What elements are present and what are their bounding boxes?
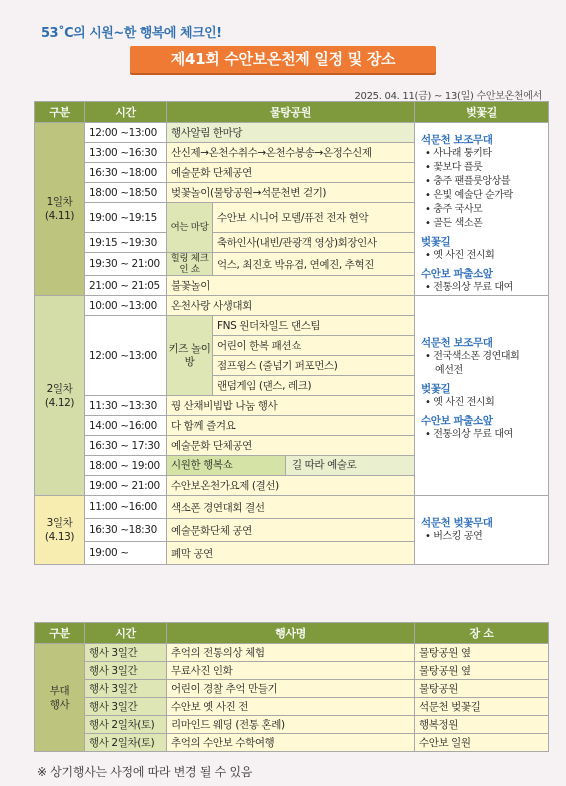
table-row-event: 어린이 한복 패션쇼 (213, 336, 415, 356)
table-row-time: 18:00 ~ 19:00 (85, 456, 167, 476)
table-row-time: 13:00 ~16:30 (85, 143, 167, 163)
table-row-time: 11:00 ~16:00 (85, 496, 167, 519)
table-row-event: 예술문화 단체공연 (167, 436, 415, 456)
aux-row-name: 어린이 경찰 추억 만들기 (167, 680, 415, 698)
page-title: 제41회 수안보온천제 일정 및 장소 (170, 50, 396, 68)
table-row-event: 점프윙스 (줄넘기 퍼포먼스) (213, 356, 415, 376)
aux-row-place: 행복정원 (415, 716, 549, 734)
day1-label: 1일차 (4.11) (35, 123, 85, 296)
aux-header-row (35, 623, 549, 644)
aux-row-name: 수안보 옛 사진 전 (167, 698, 415, 716)
aux-row-name: 리마인드 웨딩 (전통 혼례) (167, 716, 415, 734)
table-row-event: FNS 원더차일드 댄스팀 (213, 316, 415, 336)
event-street-art: 길 따라 예술로 (285, 456, 414, 475)
table-row-time: 19:30 ~ 21:00 (85, 253, 167, 276)
aux-row-name: 추억의 전통의상 체험 (167, 644, 415, 662)
table-row-event: 벚꽃놀이(물탕공원→석문천변 걷기) (167, 183, 415, 203)
table-row-event (167, 456, 415, 476)
aux-row-time: 행사 2일차(토) (85, 716, 167, 734)
table-row-event: 온천사랑 사생대회 (167, 296, 415, 316)
aux-header-time: 시간 (85, 623, 167, 644)
schedule-table (34, 101, 549, 565)
day3-side: 석문천 벚꽃무대 • 버스킹 공연 (415, 496, 549, 565)
aux-row-time: 행사 2일차(토) (85, 734, 167, 752)
date-line: 2025. 04. 11(금) ~ 13(일) 수안보온천에서 (354, 91, 542, 102)
sub-label-kids: 키즈 놀이방 (167, 316, 213, 396)
aux-row-time: 행사 3일간 (85, 662, 167, 680)
sub-label-opening: 여는 마당 (167, 203, 213, 253)
table-row-event: 수안보온천가요제 (결선) (167, 476, 415, 496)
aux-group-label: 부대 행사 (35, 644, 85, 752)
aux-row-place: 물탕공원 (415, 680, 549, 698)
table-row-event: 축하인사(내빈/관광객 영상)회장인사 (213, 233, 415, 253)
table-row-event: 폐막 공연 (167, 542, 415, 565)
table-row (35, 662, 549, 680)
table-row-event: 억스, 최진호 박유겸, 연예진, 추혁진 (213, 253, 415, 276)
aux-row-time: 행사 3일간 (85, 698, 167, 716)
table-row-event: 색소폰 경연대회 결선 (167, 496, 415, 519)
table-row-time: 16:30 ~18:00 (85, 163, 167, 183)
table-row-event: 산신제→온천수취수→온천수봉송→온정수신제 (167, 143, 415, 163)
aux-row-time: 행사 3일간 (85, 644, 167, 662)
aux-row-time: 행사 3일간 (85, 680, 167, 698)
table-row-event: 불꽃놀이 (167, 276, 415, 296)
aux-header-name: 행사명 (167, 623, 415, 644)
table-row-event: 행사알림 한마당 (167, 123, 415, 143)
schedule-header-row (35, 102, 549, 123)
table-row-event: 예술문화 단체공연 (167, 163, 415, 183)
aux-row-name: 추억의 수안보 수학여행 (167, 734, 415, 752)
table-row (35, 698, 549, 716)
header-park: 물탕공원 (167, 102, 415, 123)
table-row-time: 11:30 ~13:30 (85, 396, 167, 416)
table-row-time: 12:00 ~13:00 (85, 123, 167, 143)
event-happiness-show: 시원한 행복쇼 (171, 459, 233, 471)
table-row-event: 꿩 산채비빔밥 나눔 행사 (167, 396, 415, 416)
day3-label: 3일차 (4.13) (35, 496, 85, 565)
header-time: 시간 (85, 102, 167, 123)
table-row-time: 21:00 ~ 21:05 (85, 276, 167, 296)
footnote: ※ 상기행사는 사정에 따라 변경 될 수 있음 (37, 765, 253, 779)
table-row-event: 다 함께 즐겨요 (167, 416, 415, 436)
table-row-time: 16:30 ~ 17:30 (85, 436, 167, 456)
aux-row-place: 물탕공원 옆 (415, 662, 549, 680)
table-row (35, 680, 549, 698)
title-banner (130, 46, 436, 76)
table-row-time: 19:00 ~19:15 (85, 203, 167, 233)
day2-label: 2일차 (4.12) (35, 296, 85, 496)
tagline: 53˚C의 시원~한 행복에 체크인! (41, 26, 222, 41)
auxiliary-events-table (34, 622, 549, 752)
table-row-time: 18:00 ~18:50 (85, 183, 167, 203)
table-row-event: 랜덤게임 (댄스, 레크) (213, 376, 415, 396)
table-row-time: 19:15 ~19:30 (85, 233, 167, 253)
aux-row-place: 수안보 일원 (415, 734, 549, 752)
aux-row-name: 무료사진 인화 (167, 662, 415, 680)
table-row (35, 734, 549, 752)
table-row-event: 예술문화단체 공연 (167, 519, 415, 542)
aux-header-gubun: 구분 (35, 623, 85, 644)
table-row-time: 19:00 ~ 21:00 (85, 476, 167, 496)
table-row-time: 12:00 ~13:00 (85, 316, 167, 396)
sub-label-healing: 힐링 체크인 쇼 (167, 253, 213, 276)
table-row (35, 644, 549, 662)
table-row-time: 14:00 ~16:00 (85, 416, 167, 436)
header-gubun: 구분 (35, 102, 85, 123)
aux-header-place: 장 소 (415, 623, 549, 644)
table-row-time: 19:00 ~ (85, 542, 167, 565)
day1-side: 석문천 보조무대 • 사나래 퉁키타 • 꽃보다 플룻 • 충주 팬플룻앙상블 • 은빛 예술단 순가락 • 충주 국사모 • 골든 색소폰 벚꽃길 • 옛 사진 전시회 수안보 파출소앞 • 전통의상 무료 대여 (415, 123, 549, 296)
aux-row-place: 석문천 벚꽃길 (415, 698, 549, 716)
table-row-event: 수안보 시니어 모델/퓨전 전자 현악 (213, 203, 415, 233)
header-cherry: 벚꽃길 (415, 102, 549, 123)
table-row-time: 10:00 ~13:00 (85, 296, 167, 316)
table-row-time: 16:30 ~18:30 (85, 519, 167, 542)
day2-side: 석문천 보조무대 • 전국색소폰 경연대회 예선전 벚꽃길 • 옛 사진 전시회 수안보 파출소앞 • 전통의상 무료 대여 (415, 296, 549, 496)
table-row (35, 716, 549, 734)
aux-row-place: 물탕공원 옆 (415, 644, 549, 662)
